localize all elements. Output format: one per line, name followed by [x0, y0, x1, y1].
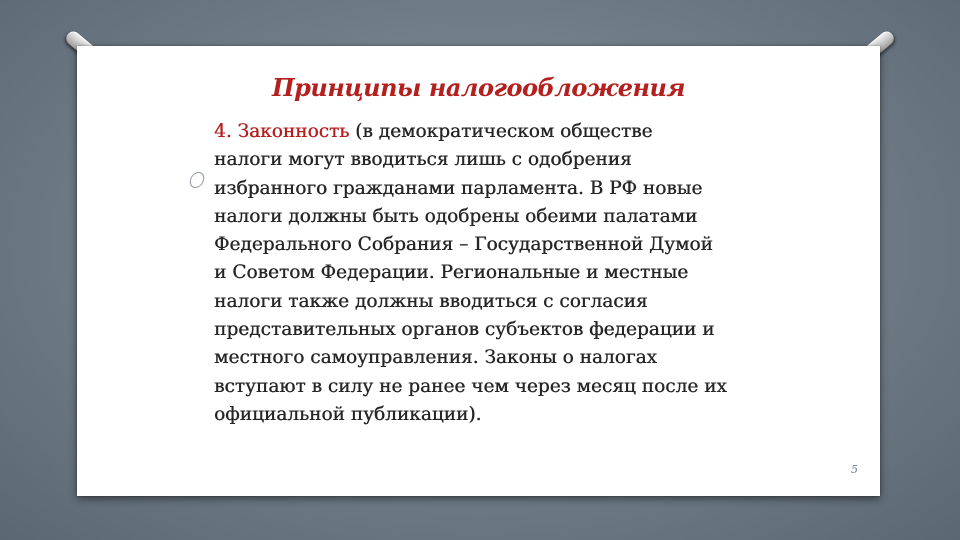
bullet-lead-term: 4. Законность	[214, 121, 350, 142]
bullet-line-text: вступают в силу не ранее чем через месяц после их	[214, 375, 727, 397]
bullet-line-text: налоги также должны вводиться с согласия	[214, 290, 648, 312]
bullet-line-text: местного самоуправления. Законы о налогах	[214, 347, 657, 369]
bullet-line-text: Федерального Собрания – Государственной Думой	[214, 234, 713, 256]
bullet-line-text: представительных органов субъектов федерации и	[214, 319, 715, 341]
bullet-line-text: налоги должны быть одобрены обеими палатами	[214, 205, 698, 227]
bullet-line-text: налоги могут вводиться лишь с одобрения	[214, 149, 632, 171]
bullet-line-text: избранного гражданами парламента. В РФ новые	[214, 177, 703, 199]
bullet-paragraph	[214, 118, 774, 429]
slide-title: Принципы налогообложения	[271, 73, 686, 102]
bullet-line-text: и Советом Федерации. Региональные и местные	[214, 262, 689, 284]
bullet-circle-icon	[188, 172, 205, 188]
bullet-line-1	[214, 118, 774, 146]
bullet-line-text: (в демократическом обществе	[349, 121, 653, 142]
slide-card	[77, 46, 880, 496]
bullet-line-text: официальной публикации).	[214, 403, 482, 425]
page-number: 5	[851, 463, 858, 476]
